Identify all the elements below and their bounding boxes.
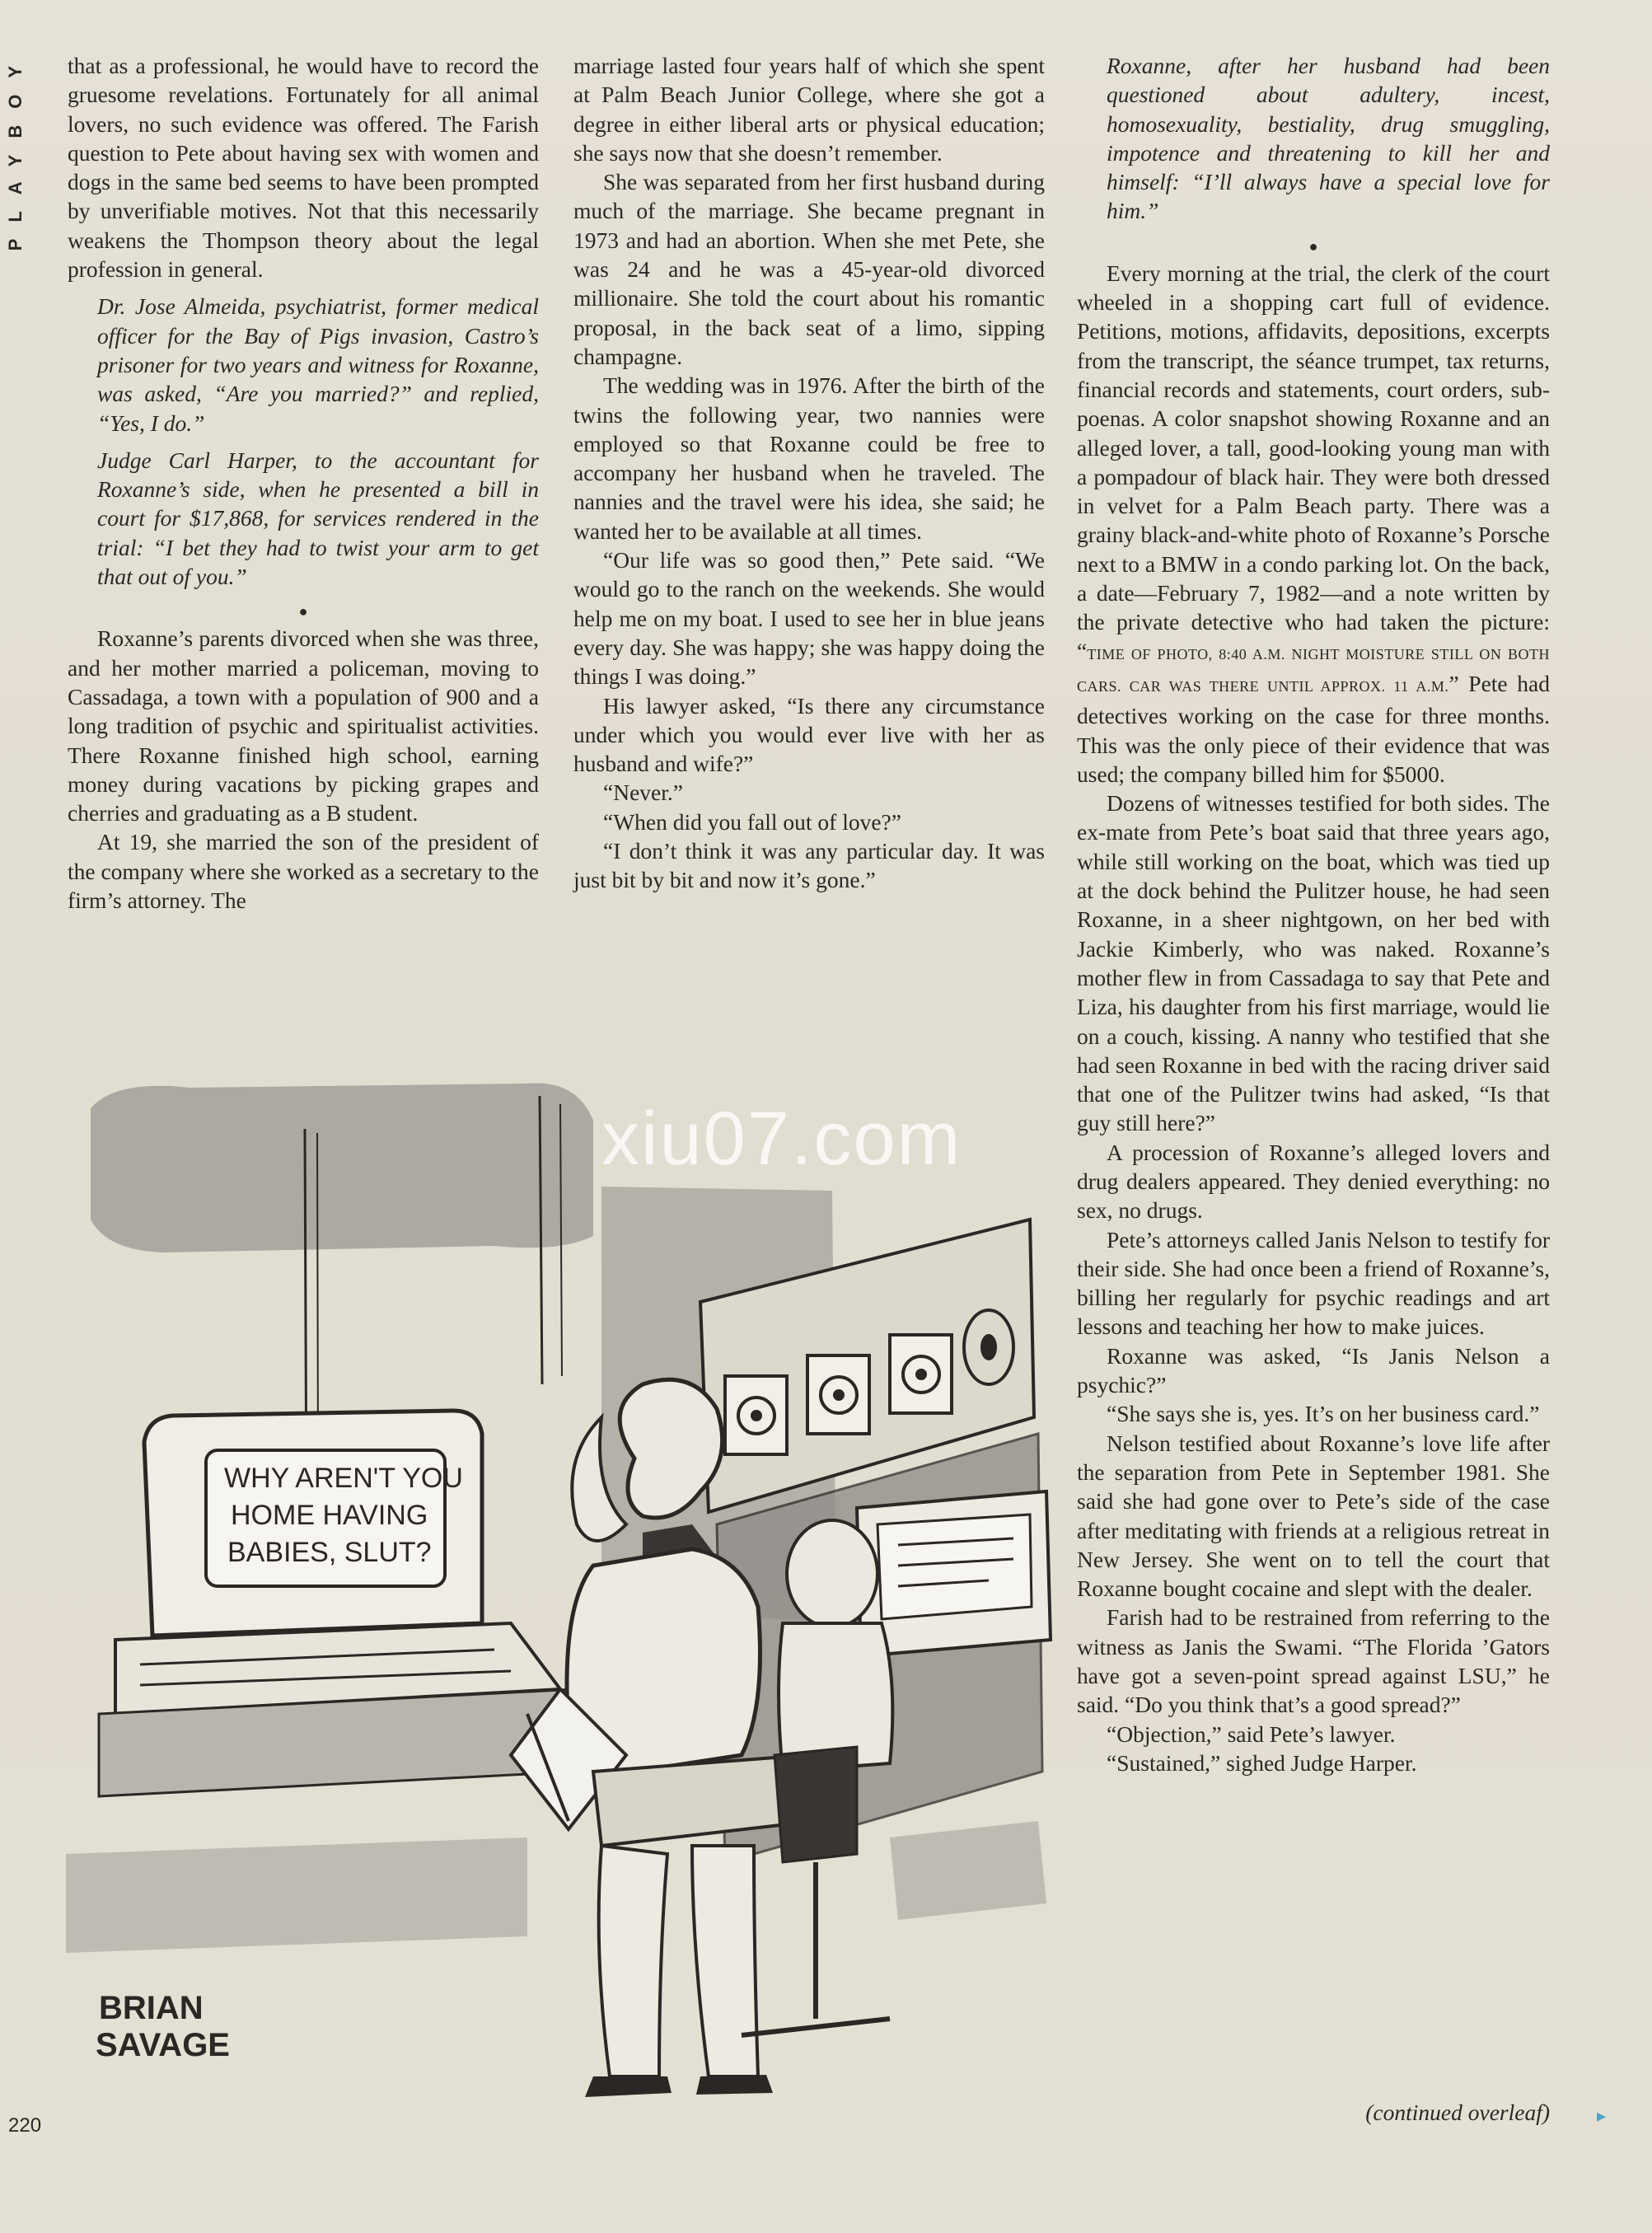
paragraph: Pete’s attorneys called Janis Nelson to testify for their side. She had once been a friend of Roxanne’s, billing her regularly for psychic readings and art lessons and teaching her how to make juices. — [1077, 1226, 1550, 1340]
paragraph-text: ” Pete had detectives working on the case for three months. This was the only piece of their evidence that was used; the company billed him for $5000. — [1077, 670, 1550, 787]
paragraph-text: Every morning at the trial, the clerk of the court wheeled in a shopping cart full of evidence. Petitions, motions, affidavits, depositions, excerpts from the transcript, the séance trumpet, tax returns, financial records and statements, court orders, subpoenas. A color snapshot showing Roxanne and an alleged lover, a tall, good-looking young man with a pompadour of black hair. They were both dressed in velvet for a Palm Beach party. There was a grainy black-and-white photo of Roxanne’s Porsche next to a BMW in a condo parking lot. On the back, a date—February 7, 1982—and a note written by the private detective who had taken the picture: “ — [1077, 260, 1550, 664]
artist-signature-line-2: SAVAGE — [96, 2027, 230, 2063]
page-number: 220 — [8, 2114, 42, 2137]
screen-message-line-2: HOME HAVING — [231, 1500, 428, 1531]
continued-note: (continued overleaf) — [1365, 2100, 1550, 2125]
text-column-3 — [1077, 51, 1550, 1777]
cartoon-illustration — [66, 1030, 1079, 2126]
paragraph: “Our life was so good then,” Pete said. “We would go to the ranch on the weekends. She would help me on my boat. I used to see her in blue jeans every day. She was happy; she was happy doing the things I was doing.” — [573, 547, 1045, 690]
running-head: PLAYBOY — [5, 49, 26, 251]
artist-signature-line-1: BRIAN — [99, 1990, 204, 2026]
text-column-2 — [573, 51, 1045, 895]
paragraph — [1077, 259, 1550, 789]
section-bullet: ● — [298, 603, 308, 620]
text-column-1 — [68, 51, 539, 915]
paragraph: that as a professional, he would have to record the gruesome revelations. Fortunately for all animal lovers, no such evidence was offered. The Farish question to Pete about having sex with women and dogs in the same bed seems to have been prompted by unverifiable motives. Not that this necessarily weakens the Thompson theory about the legal profession in general. — [68, 53, 539, 283]
paragraph: “Sustained,” sighed Judge Harper. — [1107, 1749, 1417, 1776]
paragraph: Dozens of witnesses testified for both sides. The ex-mate from Pete’s boat said that three years ago, while still working on the boat, which was tied up at the dock behind the Pulitzer house, he had seen Roxanne, in a sheer nightgown, on her bed with Jackie Kimberly, who was naked. Roxanne’s mother flew in from Cassadaga to say that Pete and Liza, his daughter from his first marriage, would lie on a couch, kissing. A nanny who testified that she had seen Roxanne in bed with the racing driver said that one of the Pulitzer twins had asked, “Is that guy still here?” — [1077, 790, 1550, 1136]
italic-quote: Judge Carl Harper, to the accountant for Roxanne’s side, when he presented a bill in court for $17,868, for services rendered in the trial: “I bet they had to twist your arm to get that out of you.” — [97, 447, 539, 590]
paragraph: “Never.” — [603, 779, 683, 806]
paragraph: A procession of Roxanne’s alleged lovers and drug dealers appeared. They denied everything: no sex, no drugs. — [1077, 1139, 1550, 1224]
paragraph: “I don’t think it was any particular day. It was just bit by bit and now it’s gone.” — [573, 838, 1045, 893]
paragraph: The wedding was in 1976. After the birth of the twins the following year, two nannies were employed so that Roxanne could be free to accompany her husband when he traveled. The nannies and the travel were his idea, she said; he wanted her to be available at all times. — [573, 372, 1045, 544]
paragraph: “Objection,” said Pete’s lawyer. — [1107, 1720, 1396, 1747]
screen-message-line-1: WHY AREN'T YOU — [224, 1463, 463, 1494]
paragraph: Farish had to be restrained from referring to the witness as Janis the Swami. “The Florida ’Gators have got a seven-point spread against LSU,” he said. “Do you think that’s a good spread?” — [1077, 1604, 1550, 1718]
italic-quote: Roxanne, after her husband had been questioned about adultery, incest, homosexuality, bestiality, drug smuggling, impotence and threatening to kill her and himself: “I’ll always have a special love for him.” — [1107, 53, 1550, 224]
small-caps-note: TIME OF PHOTO, 8:40 A.M. NIGHT MOISTURE STILL ON BOTH CARS. CAR WAS THERE UNTIL APPROX. 11 A.M. — [1077, 645, 1550, 695]
paragraph: She was separated from her first husband during much of the marriage. She became pregnant in 1973 and had an abortion. When she met Pete, she was 24 and he was a 45-year-old divorced millionaire. She told the court about his romantic proposal, in the back seat of a limo, sipping champagne. — [573, 169, 1045, 369]
paragraph: Nelson testified about Roxanne’s love life after the separation from Pete in September 1981. She said she had gone over to Pete’s side of the case after meditating with friends at a religious retreat in New Jersey. She went on to tell the court that Roxanne bought cocaine and slept with the dealer. — [1077, 1430, 1550, 1602]
screen-message-line-3: BABIES, SLUT? — [227, 1537, 432, 1568]
paragraph: Roxanne’s parents divorced when she was three, and her mother married a policeman, moving to Cassadaga, a town with a population of 900 and a long tradition of psychic and spiritualist activities. There Roxanne finished high school, earning money during vacations by picking grapes and cherries and graduating as a B student. — [68, 625, 539, 826]
paragraph: His lawyer asked, “Is there any circumstance under which you would ever live with her as husband and wife?” — [573, 692, 1045, 777]
continue-arrow-icon: ▸ — [1597, 2105, 1607, 2126]
paragraph: Roxanne was asked, “Is Janis Nelson a psychic?” — [1077, 1342, 1550, 1398]
section-bullet: ● — [1308, 237, 1318, 255]
paragraph: At 19, she married the son of the president of the company where she worked as a secretary to the firm’s attorney. The — [68, 829, 539, 914]
italic-quote: Dr. Jose Almeida, psychiatrist, former medical officer for the Bay of Pigs invasion, Castro’s prisoner for two years and witness for Roxanne, was asked, “Are you married?” and replied, “Yes, I do.” — [97, 293, 539, 436]
paragraph: “She says she is, yes. It’s on her business card.” — [1107, 1401, 1540, 1427]
paragraph: “When did you fall out of love?” — [603, 808, 901, 835]
watermark: xiu07.com — [601, 1097, 962, 1181]
paragraph: marriage lasted four years half of which she spent at Palm Beach Junior College, where she got a degree in either liberal arts or physical education; she says now that she doesn’t remember. — [573, 53, 1045, 166]
